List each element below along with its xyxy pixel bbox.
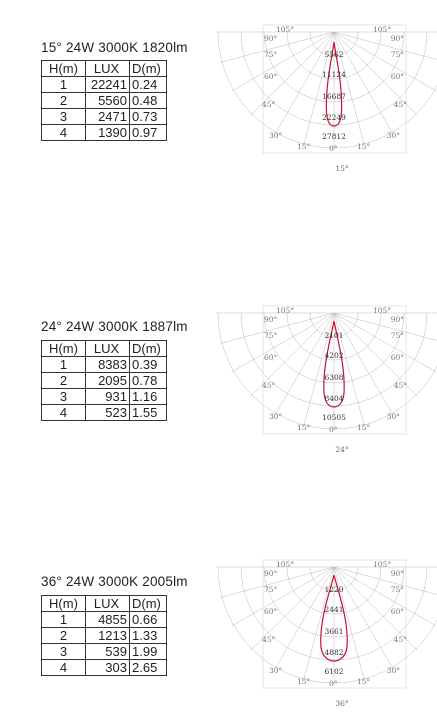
cell-diameter: 0.97 (130, 125, 167, 141)
angle-label: 75° (264, 585, 278, 594)
header-diameter: D(m) (130, 61, 167, 77)
angle-label: 105° (373, 306, 392, 315)
angle-label: 105° (373, 560, 392, 569)
cell-diameter: 0.73 (130, 109, 167, 125)
grid-ray (334, 567, 436, 626)
angle-label: 15° (297, 677, 311, 686)
cell-diameter: 0.78 (130, 373, 167, 389)
grid-ray (232, 567, 334, 626)
cell-lux: 5560 (86, 93, 130, 109)
cell-lux: 303 (86, 660, 130, 676)
cell-lux: 2095 (86, 373, 130, 389)
cell-lux: 539 (86, 644, 130, 660)
ring-value-label: 22249 (322, 113, 346, 122)
table-row (42, 628, 167, 644)
angle-label: 45° (393, 635, 407, 644)
header-diameter: D(m) (130, 596, 167, 612)
angle-label: 75° (390, 585, 404, 594)
cell-diameter: 1.99 (130, 644, 167, 660)
angle-label: 45° (262, 381, 276, 390)
angle-label: 30° (386, 412, 400, 421)
ring-value-label: 6308 (324, 373, 344, 382)
cell-diameter: 0.39 (130, 357, 167, 373)
header-height: H(m) (42, 61, 86, 77)
table-header (42, 596, 167, 612)
angle-label: 90° (264, 315, 278, 324)
angle-label: 105° (276, 25, 295, 34)
angle-label: 75° (390, 331, 404, 340)
header-diameter: D(m) (130, 341, 167, 357)
table-row (42, 660, 167, 676)
angle-label: 0° (329, 425, 338, 434)
ring-value-label: 1220 (324, 585, 344, 594)
cell-diameter: 1.33 (130, 628, 167, 644)
angle-label: 45° (393, 100, 407, 109)
cell-diameter: 1.16 (130, 389, 167, 405)
ring-value-label: 16687 (322, 92, 346, 101)
beam-angle-caption: 24° (335, 445, 349, 454)
ring-value-label: 4882 (324, 648, 344, 657)
angle-label: 30° (269, 131, 283, 140)
header-height: H(m) (42, 596, 86, 612)
beam-angle-caption: 36° (335, 699, 349, 708)
angle-label: 60° (390, 72, 404, 81)
angle-label: 60° (264, 353, 278, 362)
angle-label: 60° (264, 607, 278, 616)
cell-height: 2 (42, 93, 86, 109)
angle-label: 60° (264, 72, 278, 81)
cell-height: 4 (42, 660, 86, 676)
angle-label: 75° (264, 50, 278, 59)
angle-label: 30° (269, 412, 283, 421)
cell-diameter: 0.66 (130, 612, 167, 628)
cell-height: 1 (42, 612, 86, 628)
cell-lux: 22241 (86, 77, 130, 93)
cell-height: 3 (42, 389, 86, 405)
angle-label: 45° (262, 635, 276, 644)
cell-height: 1 (42, 357, 86, 373)
cell-height: 3 (42, 644, 86, 660)
polar-diagram (262, 559, 407, 689)
header-lux: LUX (86, 596, 130, 612)
angle-label: 0° (329, 679, 338, 688)
cell-lux: 2471 (86, 109, 130, 125)
ring-value-label: 5562 (324, 50, 344, 59)
angle-label: 15° (357, 677, 371, 686)
cell-lux: 931 (86, 389, 130, 405)
cell-lux: 523 (86, 405, 130, 421)
cell-lux: 8383 (86, 357, 130, 373)
angle-label: 30° (386, 666, 400, 675)
ring-value-label: 2441 (324, 605, 344, 614)
angle-label: 75° (264, 331, 278, 340)
angle-label: 15° (297, 423, 311, 432)
ring-value-label: 10505 (322, 413, 346, 422)
spec-title: 15° 24W 3000K 1820lm (41, 40, 188, 55)
cell-height: 2 (42, 373, 86, 389)
cell-diameter: 0.48 (130, 93, 167, 109)
cell-height: 1 (42, 77, 86, 93)
ring-value-label: 4202 (324, 351, 344, 360)
cell-diameter: 0.24 (130, 77, 167, 93)
cell-diameter: 1.55 (130, 405, 167, 421)
angle-label: 105° (373, 25, 392, 34)
ring-value-label: 6102 (324, 667, 344, 676)
angle-label: 45° (393, 381, 407, 390)
angle-label: 15° (357, 423, 371, 432)
angle-label: 60° (390, 353, 404, 362)
table-row (42, 612, 167, 628)
header-lux: LUX (86, 341, 130, 357)
ring-value-label: 2101 (324, 331, 344, 340)
angle-label: 90° (390, 34, 404, 43)
ring-value-label: 11124 (322, 70, 346, 79)
cell-lux: 1213 (86, 628, 130, 644)
angle-label: 15° (357, 142, 371, 151)
angle-label: 0° (329, 144, 338, 153)
angle-label: 90° (390, 315, 404, 324)
lux-table (41, 595, 167, 676)
ring-value-label: 8404 (324, 394, 344, 403)
spec-title: 36° 24W 3000K 2005lm (41, 574, 188, 589)
header-height: H(m) (42, 341, 86, 357)
angle-label: 90° (264, 34, 278, 43)
angle-label: 105° (276, 560, 295, 569)
spec-title: 24° 24W 3000K 1887lm (41, 319, 188, 334)
cell-height: 4 (42, 405, 86, 421)
cell-lux: 4855 (86, 612, 130, 628)
cell-height: 4 (42, 125, 86, 141)
angle-label: 60° (390, 607, 404, 616)
cell-height: 2 (42, 628, 86, 644)
cell-height: 3 (42, 109, 86, 125)
beam-angle-caption: 15° (335, 164, 349, 173)
angle-label: 30° (269, 666, 283, 675)
angle-label: 15° (297, 142, 311, 151)
angle-label: 75° (390, 50, 404, 59)
cell-lux: 1390 (86, 125, 130, 141)
angle-label: 30° (386, 131, 400, 140)
table-row (42, 644, 167, 660)
ring-value-label: 3661 (324, 627, 344, 636)
angle-label: 90° (264, 569, 278, 578)
ring-value-label: 27812 (322, 132, 346, 141)
angle-label: 45° (262, 100, 276, 109)
cell-diameter: 2.65 (130, 660, 167, 676)
header-lux: LUX (86, 61, 130, 77)
angle-label: 105° (276, 306, 295, 315)
angle-label: 90° (390, 569, 404, 578)
